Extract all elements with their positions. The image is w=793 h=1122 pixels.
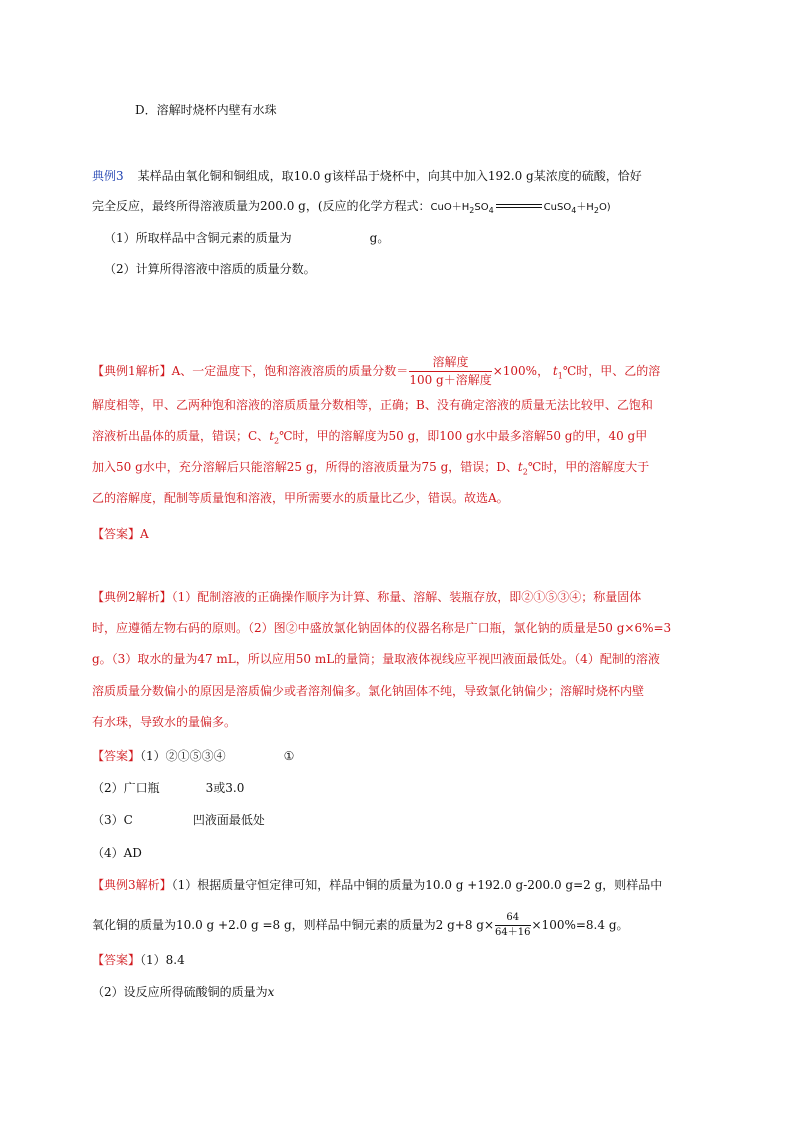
analysis1-answer: 【答案】A [92, 527, 149, 541]
fraction-copper-ratio: $\frac{64}{64+16}$ [495, 912, 531, 938]
analysis2-line4: 溶质质量分数偏小的原因是溶质偏少或者溶剂偏多。氯化钠固体不纯，导致氯化钠偏少；溶解时烧杯内壁 [92, 684, 645, 698]
analysis1-heading: 【典例1解析】 [92, 364, 172, 378]
analysis1-line5: 乙的溶解度，配制等质量饱和溶液，甲所需要水的质量比乙少，错误。故选A。 [92, 491, 509, 505]
chemical-equation: $CuO+H_2SO_4$ $CuSO_4+H_2O$) [430, 202, 611, 215]
analysis2-answer-3: （3）C 凹液面最低处 [92, 813, 265, 827]
equals-sign-icon [496, 204, 542, 208]
analysis2-line2: 时，应遵循左物右码的原则。（2）图②中盛放氯化钠固体的仪器名称是广口瓶，氯化钠的质量是50 g×6%=3 [92, 621, 672, 635]
analysis1-line2: 解度相等，甲、乙两种饱和溶液的溶质质量分数相等，正确；B、没有确定溶液的质量无法比较甲、乙饱和 [92, 398, 653, 412]
example3-question2: （2）计算所得溶液中溶质的质量分数。 [104, 262, 316, 276]
analysis2-line3: g。（3）取水的量为47 mL，所以应用50 mL的量筒；量取液体视线应平视凹液面最低处。（4）配制的溶液 [92, 652, 660, 666]
example3-tag: 典例3 [92, 169, 124, 183]
analysis2-answer-1: 【答案】（1）②①⑤③④ ① [92, 749, 295, 763]
analysis2-line1: 【典例2解析】（1）配制溶液的正确操作顺序为计算、称量、溶解、装瓶存放，即②①⑤③④；称量固体 [92, 590, 642, 604]
analysis2-answer-4: （4）AD [92, 846, 142, 860]
analysis1-line4: 加入50 g水中，充分溶解后只能溶解25 g，所得的溶液质量为75 g，错误；D、$t_2℃$时，甲的溶解度大于 [92, 460, 650, 477]
fraction-solubility: $\frac{\text{溶解度}}{\text{100 g＋溶解度}}$ [409, 355, 492, 387]
example3-line2 [92, 198, 611, 216]
example3-text2: 完全反应，最终所得溶液质量为200.0 g，(反应的化学方程式： [92, 199, 431, 213]
analysis2-line5: 有水珠，导致水的量偏多。 [92, 715, 237, 729]
analysis3-line1: 【典例3解析】（1）根据质量守恒定律可知，样品中铜的质量为10.0 g +192.0 g-200.0 g=2 g，则样品中 [92, 878, 663, 892]
example3-question1: （1）所取样品中含铜元素的质量为 g。 [104, 231, 390, 245]
analysis2-heading: 【典例2解析】 [92, 590, 172, 604]
analysis1-line1: 【典例1解析】A、一定温度下，饱和溶液溶质的质量分数＝ $\frac{\text{溶解度}}{\text{100 g＋溶解度}}$ ×100%， $t_1℃$时，甲、乙的溶 [92, 355, 661, 387]
analysis3-answer-1: 【答案】（1）8.4 [92, 953, 185, 967]
analysis3-heading: 【典例3解析】 [92, 878, 172, 892]
analysis2-answer-2: （2）广口瓶 3或3.0 [92, 781, 245, 795]
example3-text1: 某样品由氧化铜和铜组成，取10.0 g该样品于烧杯中，向其中加入192.0 g某浓度的硫酸，恰好 [137, 169, 642, 183]
option-d: D．溶解时烧杯内壁有水珠 [135, 103, 277, 117]
example3-line1 [92, 168, 642, 184]
analysis1-line3: 溶液析出晶体的质量，错误；C、$t_2℃$时，甲的溶解度为50 g，即100 g水中最多溶解50 g的甲，40 g甲 [92, 429, 648, 446]
analysis3-line2: 氧化铜的质量为10.0 g +2.0 g =8 g，则样品中铜元素的质量为2 g+8 g× $\frac{64}{64+16}$ ×100%=8.4 g。 [92, 912, 629, 938]
analysis3-answer-2: （2）设反应所得硫酸铜的质量为x [92, 985, 275, 999]
